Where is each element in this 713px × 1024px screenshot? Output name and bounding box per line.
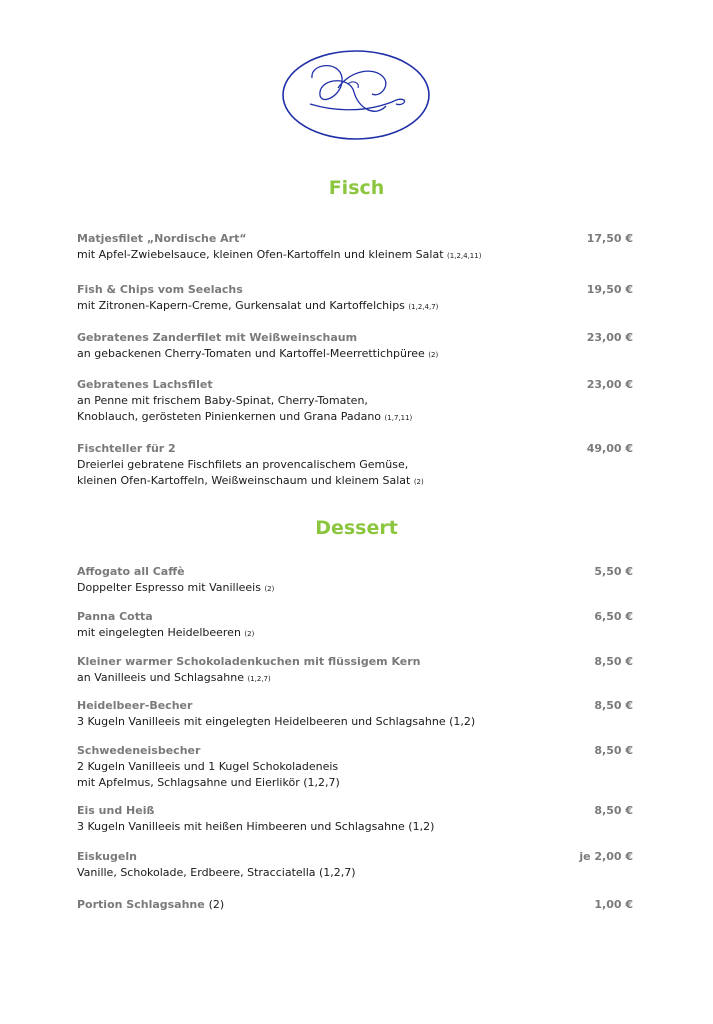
item-price: 8,50 € (594, 744, 633, 757)
item-name: Schwedeneisbecher (77, 744, 201, 757)
item-name: Fish & Chips vom Seelachs (77, 283, 243, 296)
menu-item (77, 231, 633, 264)
item-name: Affogato all Caffè (77, 565, 185, 578)
allergen-codes: (1,2,4,7) (408, 303, 439, 311)
item-price: 19,50 € (586, 283, 633, 296)
item-description: mit Apfel-Zwiebelsauce, kleinen Ofen-Kartoffeln und kleinem Salat (1,2,4,11) (77, 248, 482, 261)
item-price: je 2,00 € (579, 850, 633, 863)
item-name: Fischteller für 2 (77, 442, 176, 455)
item-description: 3 Kugeln Vanilleeis mit heißen Himbeeren und Schlagsahne (1,2) (77, 820, 435, 833)
menu-item (77, 377, 633, 426)
item-name: Kleiner warmer Schokoladenkuchen mit flüssigem Kern (77, 655, 421, 668)
item-name: Eiskugeln (77, 850, 137, 863)
item-description: an gebackenen Cherry-Tomaten und Kartoffel-Meerrettichpüree (2) (77, 347, 439, 360)
menu-item (77, 654, 633, 687)
allergen-codes: (1,2) (408, 820, 435, 833)
menu-item (77, 698, 633, 730)
item-description: kleinen Ofen-Kartoffeln, Weißweinschaum und kleinem Salat (2) (77, 474, 424, 487)
menu-item (77, 282, 633, 315)
item-name: Heidelbeer-Becher (77, 699, 193, 712)
allergen-codes: (2) (413, 478, 424, 486)
item-description: an Vanilleeis und Schlagsahne (1,2,7) (77, 671, 271, 684)
item-description: 2 Kugeln Vanilleeis und 1 Kugel Schokoladeneis (77, 760, 339, 773)
item-price: 1,00 € (594, 898, 633, 911)
item-description: Doppelter Espresso mit Vanilleeis (2) (77, 581, 275, 594)
item-price: 23,00 € (586, 331, 633, 344)
item-price: 8,50 € (594, 804, 633, 817)
menu-item (77, 564, 633, 597)
item-name: Gebratenes Lachsfilet (77, 378, 213, 391)
item-name: Eis und Heiß (77, 804, 155, 817)
item-price: 49,00 € (586, 442, 633, 455)
item-price: 8,50 € (594, 699, 633, 712)
item-description: mit eingelegten Heidelbeeren (2) (77, 626, 255, 639)
item-name: Portion Schlagsahne (2) (77, 898, 225, 911)
section-title-dessert: Dessert (315, 517, 398, 539)
item-price: 8,50 € (594, 655, 633, 668)
item-description: Knoblauch, gerösteten Pinienkernen und Grana Padano (1,7,11) (77, 410, 413, 423)
menu-item (77, 743, 633, 791)
menu-item (77, 609, 633, 642)
allergen-codes: (2) (428, 351, 439, 359)
allergen-codes: (2) (264, 585, 275, 593)
item-price: 5,50 € (594, 565, 633, 578)
item-description: mit Zitronen-Kapern-Creme, Gurkensalat und Kartoffelchips (1,2,4,7) (77, 299, 439, 312)
swan-logo-icon (280, 48, 432, 142)
item-price: 6,50 € (594, 610, 633, 623)
section-title-fisch: Fisch (328, 177, 385, 199)
item-description: Dreierlei gebratene Fischfilets an provencalischem Gemüse, (77, 458, 409, 471)
item-price: 23,00 € (586, 378, 633, 391)
allergen-codes: (1,2,4,11) (447, 252, 482, 260)
allergen-codes: (1,2,7) (303, 776, 340, 789)
item-name: Panna Cotta (77, 610, 153, 623)
allergen-codes: (1,2,7) (247, 675, 271, 683)
allergen-codes: (1,2,7) (319, 866, 356, 879)
allergen-codes: (1,7,11) (384, 414, 413, 422)
menu-item (77, 803, 633, 835)
allergen-codes: (1,2) (449, 715, 476, 728)
item-description: Vanille, Schokolade, Erdbeere, Stracciatella (1,2,7) (77, 866, 356, 879)
item-name: Gebratenes Zanderfilet mit Weißweinschaum (77, 331, 358, 344)
menu-item (77, 441, 633, 490)
menu-item (77, 897, 633, 913)
item-name: Matjesfilet „Nordische Art“ (77, 232, 247, 245)
menu-item (77, 330, 633, 363)
item-description: mit Apfelmus, Schlagsahne und Eierlikör (1,2,7) (77, 776, 340, 789)
item-description: 3 Kugeln Vanilleeis mit eingelegten Heidelbeeren und Schlagsahne (1,2) (77, 715, 476, 728)
allergen-codes: (2) (208, 898, 225, 911)
menu-item (77, 849, 633, 881)
allergen-codes: (2) (244, 630, 255, 638)
item-description: an Penne mit frischem Baby-Spinat, Cherry-Tomaten, (77, 394, 368, 407)
item-price: 17,50 € (586, 232, 633, 245)
